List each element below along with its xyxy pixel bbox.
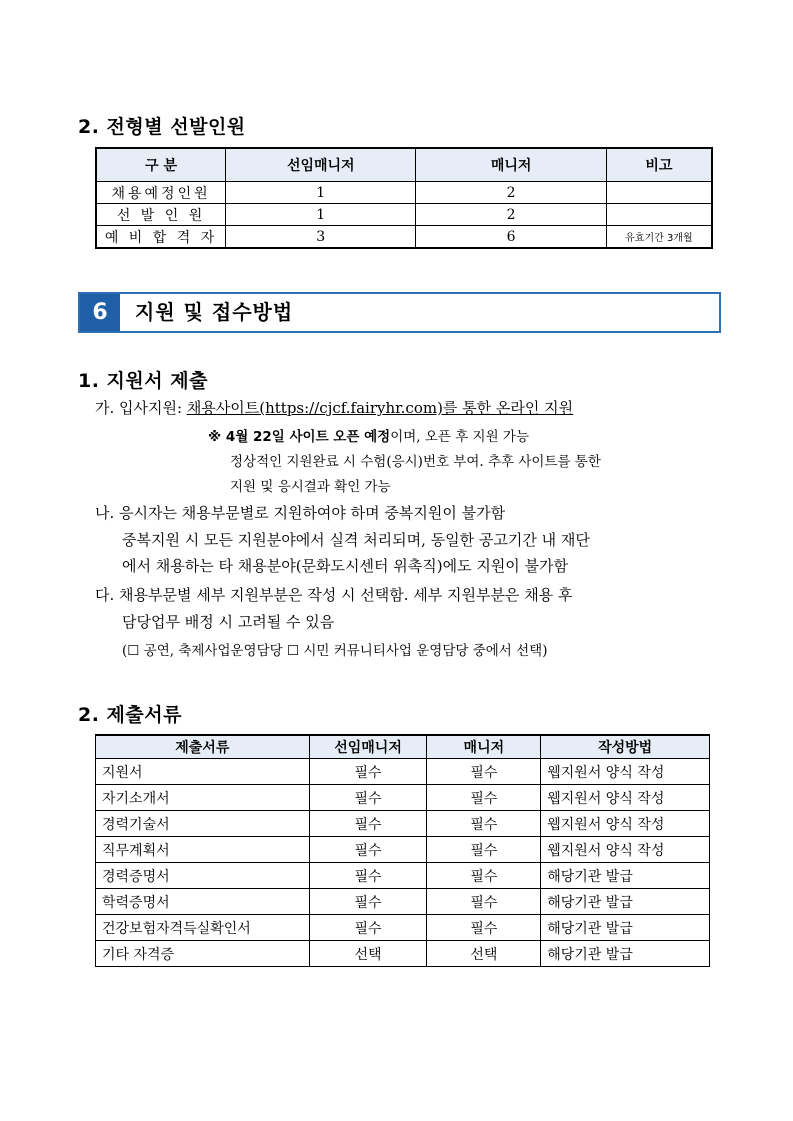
table-cell: 직무계획서 xyxy=(96,837,310,863)
header-cell: 구 분 xyxy=(96,148,226,182)
table-cell: 지원서 xyxy=(96,759,310,785)
table-row xyxy=(96,889,710,915)
table-cell: 1 xyxy=(226,204,416,226)
table-cell: 2 xyxy=(416,204,606,226)
table-row xyxy=(96,941,710,967)
table-cell: 2 xyxy=(416,182,606,204)
section-heading-apply: 1. 지원서 제출 xyxy=(78,370,208,392)
section-title: 지원 및 접수방법 xyxy=(135,300,294,324)
apply-site-link[interactable]: 채용사이트(https://cjcf.fairyhr.com)를 통한 온라인 지원 xyxy=(186,399,574,417)
table-cell: 유효기간 3개월 xyxy=(606,226,712,249)
table-header-row xyxy=(96,735,710,759)
section-heading-docs: 2. 제출서류 xyxy=(78,704,182,726)
header-cell: 제출서류 xyxy=(96,735,310,759)
table-cell: 필수 xyxy=(427,915,541,941)
table-cell: 채용예정인원 xyxy=(96,182,226,204)
table-cell: 해당기관 발급 xyxy=(541,941,710,967)
table-cell xyxy=(606,204,712,226)
section-number: 6 xyxy=(80,294,120,331)
table-row xyxy=(96,863,710,889)
table-cell: 선택 xyxy=(427,941,541,967)
table-cell: 학력증명서 xyxy=(96,889,310,915)
table-cell: 필수 xyxy=(427,837,541,863)
table-cell: 필수 xyxy=(427,785,541,811)
apply-item-a-prefix: 가. 입사지원: xyxy=(95,399,187,417)
table-cell: 필수 xyxy=(309,785,427,811)
table-cell: 웹지원서 양식 작성 xyxy=(541,811,710,837)
section-heading-selection: 2. 전형별 선발인원 xyxy=(78,116,246,138)
table-cell: 웹지원서 양식 작성 xyxy=(541,759,710,785)
table-row xyxy=(96,204,712,226)
apply-note-rest: 이며, 오픈 후 지원 가능 xyxy=(390,429,530,445)
table-cell: 해당기관 발급 xyxy=(541,863,710,889)
table-cell: 필수 xyxy=(427,811,541,837)
table-cell: 웹지원서 양식 작성 xyxy=(541,785,710,811)
table-row xyxy=(96,785,710,811)
documents-table xyxy=(95,734,710,967)
table-cell: 필수 xyxy=(309,915,427,941)
table-cell: 웹지원서 양식 작성 xyxy=(541,837,710,863)
apply-item-b-2: 중복지원 시 모든 지원분야에서 실격 처리되며, 동일한 공고기간 내 재단 xyxy=(122,531,590,549)
table-cell: 필수 xyxy=(427,759,541,785)
table-cell: 3 xyxy=(226,226,416,249)
apply-note-1 xyxy=(208,425,529,445)
table-cell xyxy=(606,182,712,204)
apply-item-c-3: (☐ 공연, 축제사업운영담당 ☐ 시민 커뮤니티사업 운영담당 중에서 선택) xyxy=(122,643,548,659)
table-row xyxy=(96,837,710,863)
table-cell: 필수 xyxy=(427,889,541,915)
table-row xyxy=(96,226,712,249)
apply-item-a xyxy=(95,397,573,418)
table-cell: 필수 xyxy=(309,811,427,837)
table-cell: 필수 xyxy=(309,759,427,785)
apply-item-b-1: 나. 응시자는 채용부문별로 지원하여야 하며 중복지원이 불가함 xyxy=(95,504,506,522)
apply-note-bold: ※ 4월 22일 사이트 오픈 예정 xyxy=(208,429,391,445)
table-cell: 해당기관 발급 xyxy=(541,889,710,915)
table-cell: 자기소개서 xyxy=(96,785,310,811)
table-cell: 경력기술서 xyxy=(96,811,310,837)
table-row xyxy=(96,182,712,204)
selection-table xyxy=(95,147,713,249)
table-cell: 건강보험자격득실확인서 xyxy=(96,915,310,941)
apply-item-c-1: 다. 채용부문별 세부 지원부분은 작성 시 선택함. 세부 지원부분은 채용 후 xyxy=(95,586,573,604)
apply-note-3: 지원 및 응시결과 확인 가능 xyxy=(230,479,391,495)
table-header-row xyxy=(96,148,712,182)
table-cell: 1 xyxy=(226,182,416,204)
header-cell: 매니저 xyxy=(427,735,541,759)
table-cell: 필수 xyxy=(309,889,427,915)
table-cell: 경력증명서 xyxy=(96,863,310,889)
section-banner xyxy=(78,292,721,333)
header-cell: 매니저 xyxy=(416,148,606,182)
table-row xyxy=(96,759,710,785)
table-cell: 필수 xyxy=(309,837,427,863)
header-cell: 작성방법 xyxy=(541,735,710,759)
apply-note-2: 정상적인 지원완료 시 수험(응시)번호 부여. 추후 사이트를 통한 xyxy=(230,454,601,470)
table-row xyxy=(96,915,710,941)
table-cell: 필수 xyxy=(309,863,427,889)
apply-item-b-3: 에서 채용하는 타 채용분야(문화도시센터 위촉직)에도 지원이 불가함 xyxy=(122,557,569,575)
header-cell: 비고 xyxy=(606,148,712,182)
table-cell: 선택 xyxy=(309,941,427,967)
apply-item-c-2: 담당업무 배정 시 고려될 수 있음 xyxy=(122,613,335,631)
table-cell: 필수 xyxy=(427,863,541,889)
table-cell: 해당기관 발급 xyxy=(541,915,710,941)
header-cell: 선임매니저 xyxy=(309,735,427,759)
table-cell: 6 xyxy=(416,226,606,249)
table-row xyxy=(96,811,710,837)
table-cell: 선 발 인 원 xyxy=(96,204,226,226)
header-cell: 선임매니저 xyxy=(226,148,416,182)
table-cell: 기타 자격증 xyxy=(96,941,310,967)
table-cell: 예 비 합 격 자 xyxy=(96,226,226,249)
